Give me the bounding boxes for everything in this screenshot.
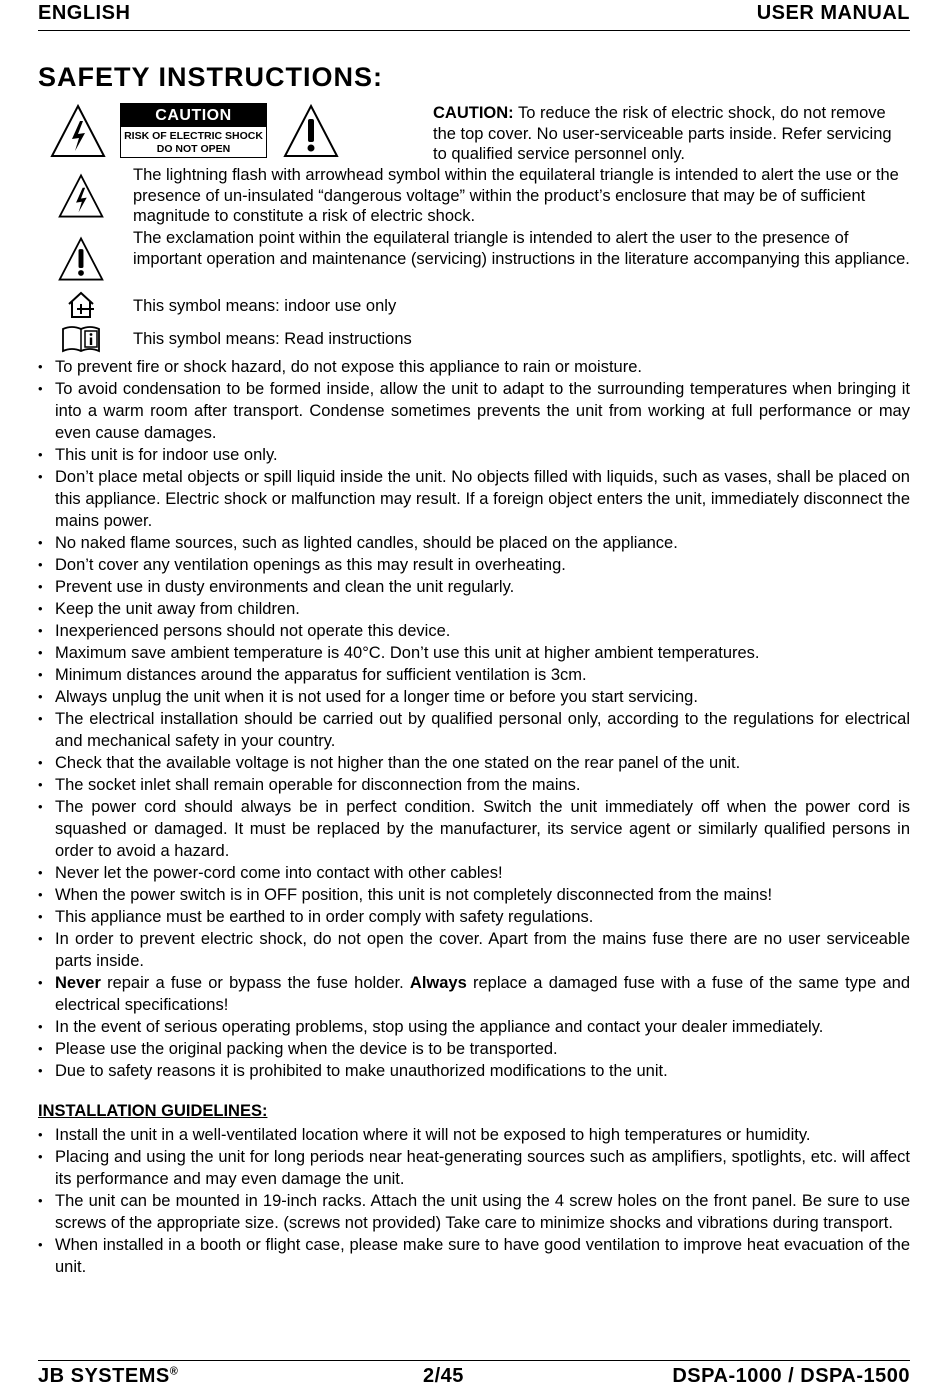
list-item: • Due to safety reasons it is prohibited to make unauthorized modifications to the unit.	[38, 1060, 910, 1082]
footer-brand-name: JB SYSTEMS	[38, 1365, 170, 1387]
list-item: • This appliance must be earthed to in order comply with safety regulations.	[38, 906, 910, 928]
list-item: • When installed in a booth or flight case, please make sure to have good ventilation to improve heat evacuation of the unit.	[38, 1234, 910, 1278]
header-language: ENGLISH	[38, 2, 131, 24]
read-instructions-text: This symbol means: Read instructions	[133, 330, 412, 348]
list-item: • Minimum distances around the apparatus for sufficient ventilation is 3cm.	[38, 664, 910, 686]
lightning-symbol-text: The lightning flash with arrowhead symbol within the equilateral triangle is intended to alert the use or the presence of un-insulated “dangerous voltage” within the product’s enclosure that may be of sufficient magnitude to constitute a risk of electric shock.	[133, 166, 899, 226]
fuse-always: Always	[409, 974, 467, 992]
list-item: • Don’t place metal objects or spill liquid inside the unit. No objects filled with liquids, such as vases, shall be placed on this appliance. Electric shock or malfunction may result. If a foreign object enters the unit, immediately disconnect the mains power.	[38, 466, 910, 532]
page-header	[38, 0, 910, 31]
list-item: • Never let the power-cord come into contact with other cables!	[38, 862, 910, 884]
list-item: • No naked flame sources, such as lighted candles, should be placed on the appliance.	[38, 532, 910, 554]
exclamation-symbol-icon	[58, 235, 104, 283]
safety-instructions-list	[38, 356, 910, 1082]
header-doc-type: USER MANUAL	[756, 2, 910, 24]
list-item: • Keep the unit away from children.	[38, 598, 910, 620]
page-title: SAFETY INSTRUCTIONS:	[38, 62, 384, 92]
list-item: • Please use the original packing when the device is to be transported.	[38, 1038, 910, 1060]
list-item: • Check that the available voltage is not higher than the one stated on the rear panel of the unit.	[38, 752, 910, 774]
list-item: • Install the unit in a well-ventilated location where it will not be exposed to high temperatures or humidity.	[38, 1124, 910, 1146]
lightning-symbol-icon	[58, 172, 104, 220]
page-footer	[38, 1360, 910, 1393]
list-item: • Inexperienced persons should not operate this device.	[38, 620, 910, 642]
list-item-fuse	[38, 972, 910, 1016]
list-item: • To avoid condensation to be formed inside, allow the unit to adapt to the surrounding temperatures when bringing it into a warm room after transport. Condense sometimes prevents the unit from working at full performance or may even cause damages.	[38, 378, 910, 444]
installation-list	[38, 1124, 910, 1278]
exclamation-symbol-text: The exclamation point within the equilateral triangle is intended to alert the user to the presence of important operation and maintenance (servicing) instructions in the literature accompanying this appliance.	[133, 229, 910, 268]
list-item: • This unit is for indoor use only.	[38, 444, 910, 466]
list-item: • Prevent use in dusty environments and clean the unit regularly.	[38, 576, 910, 598]
caution-label-line2: DO NOT OPEN	[156, 143, 231, 155]
list-item: • When the power switch is in OFF position, this unit is not completely disconnected from the mains!	[38, 884, 910, 906]
list-item: • The electrical installation should be carried out by qualified personal only, according to the regulations for electrical and mechanical safety in your country.	[38, 708, 910, 752]
footer-model: DSPA-1000 / DSPA-1500	[672, 1365, 910, 1387]
lightning-warning-icon	[50, 103, 106, 159]
fuse-part1: repair a fuse or bypass the fuse holder.	[100, 974, 410, 992]
list-item: • Always unplug the unit when it is not used for a longer time or before you start servicing.	[38, 686, 910, 708]
read-instructions-icon	[61, 325, 101, 353]
caution-label-line1: RISK OF ELECTRIC SHOCK	[124, 130, 263, 142]
list-item: • In the event of serious operating problems, stop using the appliance and contact your dealer immediately.	[38, 1016, 910, 1038]
registered-mark: ®	[169, 1365, 179, 1378]
caution-text	[433, 103, 903, 165]
list-item: • Maximum save ambient temperature is 40°C. Don’t use this unit at higher ambient temperatures.	[38, 642, 910, 664]
list-item: • To prevent fire or shock hazard, do not expose this appliance to rain or moisture.	[38, 356, 910, 378]
list-item: • In order to prevent electric shock, do not open the cover. Apart from the mains fuse there are no user serviceable parts inside.	[38, 928, 910, 972]
indoor-use-icon	[66, 290, 96, 320]
caution-text-lead: CAUTION:	[433, 104, 514, 122]
caution-label	[120, 103, 267, 158]
caution-label-title: CAUTION	[121, 104, 266, 127]
footer-page-number: 2/45	[423, 1365, 464, 1387]
exclamation-warning-icon	[283, 103, 339, 159]
list-item: • The socket inlet shall remain operable for disconnection from the mains.	[38, 774, 910, 796]
list-item: • Placing and using the unit for long periods near heat-generating sources such as amplifiers, spotlights, etc. will affect its performance and may even damage the unit.	[38, 1146, 910, 1190]
fuse-part2: replace a damaged fuse with a fuse of the same type and electrical specifications!	[55, 974, 911, 1014]
footer-brand	[38, 1365, 178, 1388]
list-item: • Don’t cover any ventilation openings as this may result in overheating.	[38, 554, 910, 576]
caution-text-body: To reduce the risk of electric shock, do not remove the top cover. No user-serviceable parts inside. Refer servicing to qualified service personnel only.	[433, 104, 892, 164]
installation-heading: INSTALLATION GUIDELINES:	[38, 1102, 268, 1120]
fuse-never: Never	[55, 974, 101, 992]
indoor-use-text: This symbol means: indoor use only	[133, 297, 397, 315]
list-item: • The power cord should always be in perfect condition. Switch the unit immediately off when the power cord is squashed or damaged. It must be replaced by the manufacturer, its service agent or similarly qualified persons in order to avoid a hazard.	[38, 796, 910, 862]
list-item: • The unit can be mounted in 19-inch racks. Attach the unit using the 4 screw holes on the front panel. Be sure to use screws of the appropriate size. (screws not provided) Take care to minimize shocks and vibrations during transport.	[38, 1190, 910, 1234]
